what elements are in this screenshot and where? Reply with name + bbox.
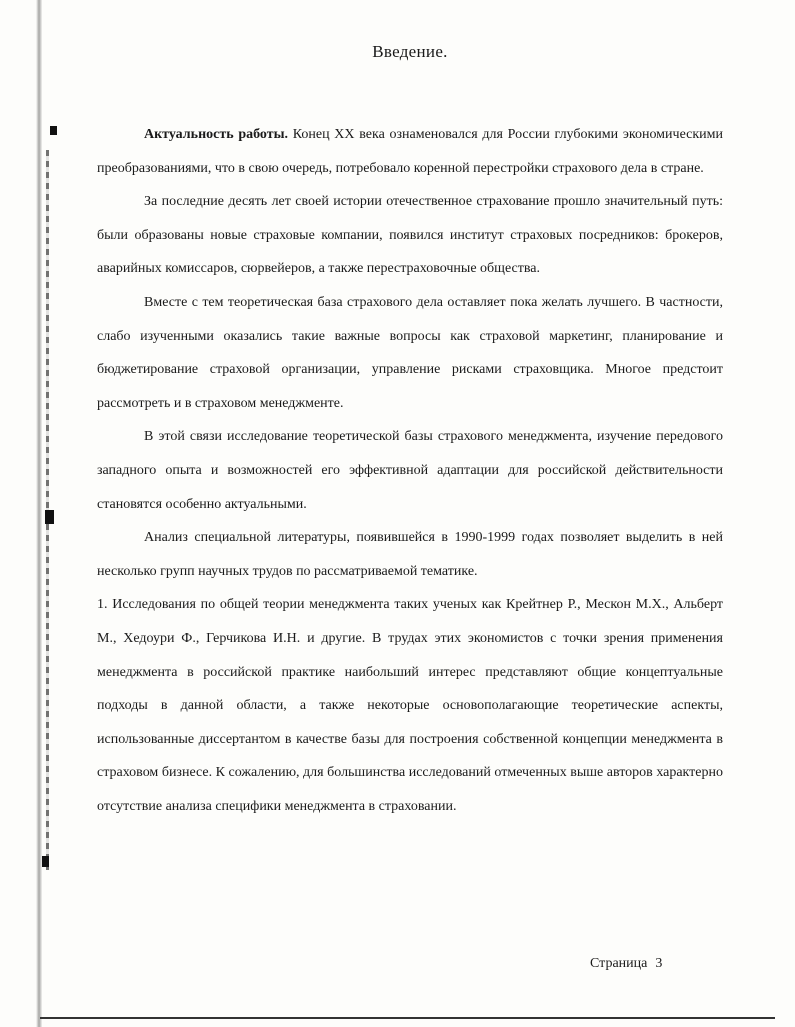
scan-mark-bottom xyxy=(42,856,49,867)
page-footer xyxy=(590,956,670,972)
paragraph-text: Конец XX века ознаменовался для России глубокими экономическими преобразованиями, что в свою очередь, потребовало коренной перестройки страхового дела в стране. xyxy=(97,127,723,176)
scan-mark-top xyxy=(50,126,57,135)
page-title: Введение. xyxy=(372,42,448,61)
paragraph-research-need: В этой связи исследование теоретической базы страхового менеджмента, изучение передового западного опыта и возможностей его эффективной адаптации для российской действительности становятся особенно актуальными. xyxy=(97,429,723,512)
scan-mark-middle xyxy=(45,510,54,524)
scan-bottom-edge xyxy=(40,1017,775,1019)
scan-edge-shadow xyxy=(36,0,42,1027)
page-label: Страница xyxy=(590,956,648,971)
paragraph-group-1: 1. Исследования по общей теории менеджмента таких ученых как Крейтнер Р., Мескон М.Х., Альберт М., Хедоури Ф., Герчикова И.Н. и другие. В трудах этих экономистов с точки зрения применения менеджмента в российской практике наибольший интерес представляют общие концептуальные подходы в данной области, а также некоторые основополагающие теоретические аспекты, использованные диссертантом в качестве базы для построения собственной концепции менеджмента в страховом бизнесе. К сожалению, для большинства исследований отмеченных выше авторов характерно отсутствие анализа специфики менеджмента в страховании. xyxy=(97,597,723,814)
paragraph-literature: Анализ специальной литературы, появившейся в 1990-1999 годах позволяет выделить в ней несколько групп научных трудов по рассматриваемой тематике. xyxy=(97,530,723,579)
body-text xyxy=(97,118,723,823)
paragraph-theory-gaps: Вместе с тем теоретическая база страхового дела оставляет пока желать лучшего. В частности, слабо изученными оказались такие важные вопросы как страховой маркетинг, планирование и бюджетирование страховой организации, управление рисками страховщика. Многое предстоит рассмотреть и в страховом менеджменте. xyxy=(97,294,723,411)
page-number: 3 xyxy=(655,956,663,971)
paragraph-lead: Актуальность работы. xyxy=(144,127,289,142)
paragraph-history: За последние десять лет своей истории отечественное страхование прошло значительный путь: были образованы новые страховые компании, появился институт страховых посредников: брокеров, аварийных комиссаров, сюрвейеров, а также перестраховочные общества. xyxy=(97,194,723,277)
paragraph-relevance xyxy=(97,118,723,185)
